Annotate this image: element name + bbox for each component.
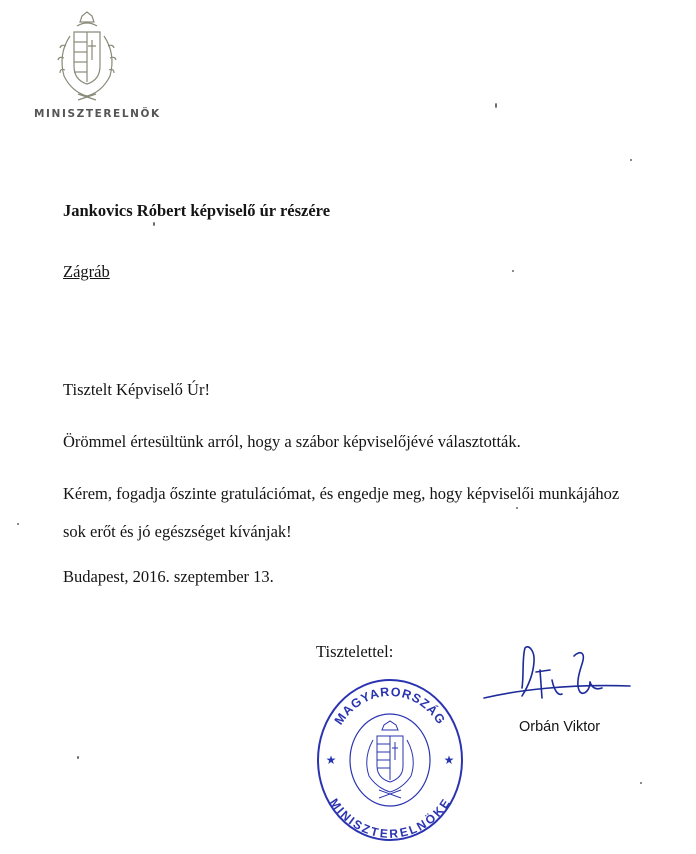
scan-speck [516,507,518,509]
svg-text:★: ★ [325,753,337,767]
scan-speck [495,103,497,108]
scan-speck [630,159,632,161]
salutation: Tisztelt Képviselő Úr! [63,380,210,399]
scan-speck [17,523,19,525]
recipient-city: Zágráb [63,262,110,281]
body-paragraph-2-line-1: Kérem, fogadja őszinte gratulációmat, és engedje meg, hogy képviselői munkájához [63,484,620,503]
body-paragraph-1: Örömmel értesültünk arról, hogy a szábor képviselőjévé választották. [63,432,521,451]
handwritten-signature [478,640,638,710]
scan-speck [153,222,155,226]
closing: Tisztelettel: [316,642,394,661]
stamp-bottom-text: MINISZTERELNÖKE [326,795,454,841]
scan-speck [512,270,514,272]
svg-text:MINISZTERELNÖKE [327,796,453,841]
body-paragraph-2-line-2: sok erőt és jó egészséget kívánjak! [63,522,292,541]
scan-speck [640,782,642,784]
stamp-top-text: MAGYARORSZÁG [331,684,449,728]
svg-text:★: ★ [443,753,455,767]
signer-name: Orbán Viktor [519,719,601,735]
stamp-coat-of-arms-icon [367,721,414,798]
date-line: Budapest, 2016. szeptember 13. [63,567,274,586]
addressee: Jankovics Róbert képviselő úr részére [63,201,331,220]
coat-of-arms-icon [44,10,130,104]
letterhead-office-title: MINISZTERELNÖK [34,108,161,120]
official-stamp [315,678,465,842]
scan-speck [77,756,79,759]
